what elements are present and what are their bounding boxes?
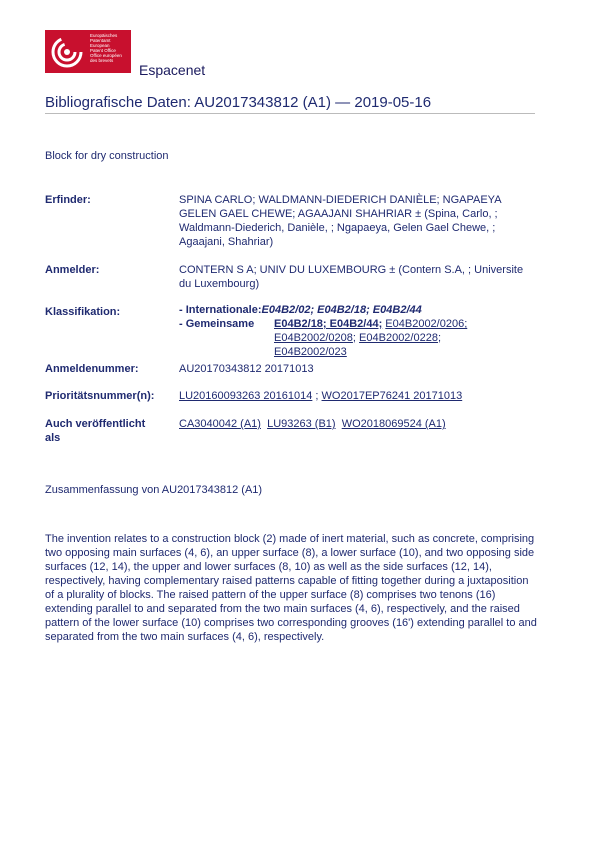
inventors-label: Erfinder: xyxy=(45,194,91,206)
inventors-value: SPINA CARLO; WALDMANN-DIEDERICH DANIÈLE; NGAPAEYA GELEN GAEL CHEWE; AGAAJANI SHAHRIAR ± (Spina, Carlo, ; Waldmann-Diederich, Danièle, ; Ngapaeya, Gelen Gael Chewe, ; Agaajani, Shahriar) xyxy=(179,194,501,248)
document-title: Block for dry construction xyxy=(45,150,169,162)
cpc-link[interactable]: E04B2002/0208 xyxy=(274,332,353,344)
cpc-classification-row-2: E04B2002/0208; E04B2002/0228; xyxy=(274,332,442,344)
abstract-text: The invention relates to a construction block (2) made of inert material, such as concrete, comprising two opposing main surfaces (4, 6), an upper surface (8), a lower surface (10), and two opposing side surfaces (12, 14), the upper and lower surfaces (8, 10) as well as the side surfaces (12, 14), respectively, having complementary raised patterns capable of fitting together during a juxtaposition of a plurality of blocks. The raised pattern of the upper surface (8) comprises two tenons (16) extending parallel to and separated from the two main surfaces (4, 6), respectively, and the raised pattern of the lower surface (10) comprises two corresponding grooves (16') extending parallel to and separated from the two main surfaces (4, 6), respectively. xyxy=(45,533,537,643)
also-published-link[interactable]: CA3040042 (A1) xyxy=(179,418,261,430)
logo-line: Patentamt xyxy=(90,38,111,43)
logo-line: Office européen xyxy=(90,53,122,58)
priority-value: LU20160093263 20161014 ; WO2017EP76241 20171013 xyxy=(179,390,463,402)
priority-link[interactable]: WO2017EP76241 20171013 xyxy=(321,390,463,402)
cpc-link[interactable]: E04B2002/0228 xyxy=(359,332,438,344)
intl-classification-row xyxy=(179,303,422,317)
cpc-classification-label: - Gemeinsame xyxy=(179,318,255,330)
also-published-label-line: Auch veröffentlicht xyxy=(45,418,146,430)
also-published-label xyxy=(45,417,170,445)
epo-logo-icon xyxy=(47,32,87,72)
intl-classification-value: E04B2/02; E04B2/18; E04B2/44 xyxy=(261,304,422,316)
logo-line: des brevets xyxy=(90,58,114,63)
application-number-value: AU20170343812 20171013 xyxy=(179,363,314,375)
also-published-label-line: als xyxy=(45,432,61,444)
cpc-classification-row-3 xyxy=(274,345,347,359)
logo-line: European xyxy=(90,43,110,48)
also-published-link[interactable]: LU93263 (B1) xyxy=(267,418,336,430)
priority-link[interactable]: LU20160093263 20161014 xyxy=(179,390,313,402)
cpc-link[interactable]: E04B2002/023 xyxy=(274,346,347,358)
summary-heading: Zusammenfassung von AU2017343812 (A1) xyxy=(45,484,263,496)
application-number-label: Anmeldenummer: xyxy=(45,363,139,375)
page-title: Bibliografische Daten: AU2017343812 (A1) — 2019-05-16 xyxy=(45,94,432,111)
cpc-classification-row xyxy=(179,317,467,331)
logo-line: Europäisches xyxy=(90,33,118,38)
cpc-link[interactable]: E04B2002/0206; xyxy=(385,318,468,330)
title-divider xyxy=(45,113,535,114)
applicants-label: Anmelder: xyxy=(45,264,100,276)
epo-logo-text xyxy=(90,33,122,63)
priority-label: Prioritätsnummer(n): xyxy=(45,390,155,402)
applicants-value: CONTERN S A; UNIV DU LUXEMBOURG ± (Contern S.A, ; Universite du Luxembourg) xyxy=(179,264,524,290)
logo-line: Patent Office xyxy=(90,48,116,53)
also-published-link[interactable]: WO2018069524 (A1) xyxy=(341,418,446,430)
also-published-value xyxy=(179,417,534,431)
intl-classification-label: - Internationale: xyxy=(179,304,262,316)
epo-logo xyxy=(45,30,131,73)
classification-label: Klassifikation: xyxy=(45,306,121,318)
app-name: Espacenet xyxy=(139,62,206,78)
cpc-link-bold[interactable]: E04B2/18; E04B2/44; xyxy=(274,318,383,330)
